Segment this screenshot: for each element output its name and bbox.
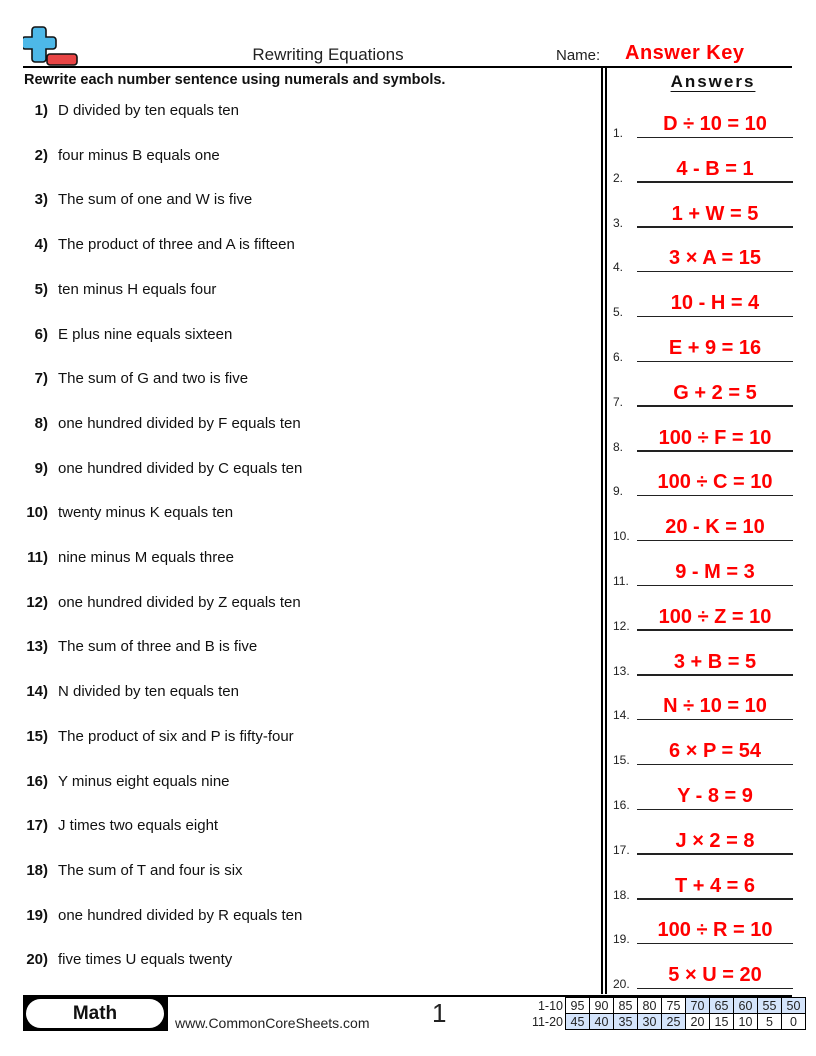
answer-line bbox=[637, 988, 793, 990]
score-range-label: 11-20 bbox=[531, 1014, 563, 1029]
column-divider bbox=[601, 68, 607, 994]
score-cell: 80 bbox=[638, 998, 662, 1014]
answer-value: 100 ÷ Z = 10 bbox=[658, 605, 772, 628]
answer-line bbox=[637, 181, 793, 183]
question-number: 4) bbox=[34, 236, 48, 254]
answer-number: 18. bbox=[613, 887, 630, 902]
name-label: Name: bbox=[556, 47, 601, 64]
answer-item bbox=[613, 379, 793, 407]
website-link[interactable]: www.CommonCoreSheets.com bbox=[175, 1015, 370, 1031]
question-number: 2) bbox=[34, 146, 48, 164]
answer-item bbox=[613, 692, 793, 723]
answer-value: Y - 8 = 9 bbox=[677, 785, 753, 807]
question-text: The sum of T and four is six bbox=[58, 861, 243, 879]
answer-item bbox=[613, 916, 793, 947]
score-cell: 65 bbox=[710, 998, 734, 1014]
score-cell: 25 bbox=[662, 1014, 686, 1030]
question-text: four minus B equals one bbox=[58, 146, 220, 164]
answer-value: N ÷ 10 = 10 bbox=[663, 695, 767, 718]
question-number: 18) bbox=[26, 861, 48, 879]
answer-item bbox=[613, 737, 793, 768]
answer-line bbox=[637, 361, 793, 363]
question-number: 5) bbox=[34, 280, 48, 298]
question-text: The product of six and P is fifty-four bbox=[58, 727, 294, 745]
question-number: 8) bbox=[34, 414, 48, 432]
worksheet-title: Rewriting Equations bbox=[252, 45, 404, 64]
question-number: 13) bbox=[26, 638, 48, 656]
answer-value: 9 - M = 3 bbox=[675, 561, 755, 583]
score-cell: 85 bbox=[614, 998, 638, 1014]
question-number: 14) bbox=[26, 683, 48, 701]
answer-line bbox=[637, 316, 793, 318]
answer-line bbox=[637, 137, 793, 139]
answer-number: 11. bbox=[613, 574, 629, 588]
answer-item bbox=[613, 961, 793, 992]
subject-label: Math bbox=[26, 999, 164, 1028]
question-text: The sum of G and two is five bbox=[58, 370, 249, 388]
question-text: one hundred divided by R equals ten bbox=[58, 906, 303, 924]
page-number: 1 bbox=[432, 998, 447, 1028]
answer-value: 100 ÷ C = 10 bbox=[657, 471, 773, 494]
score-cell: 5 bbox=[758, 1014, 782, 1030]
answer-number: 6. bbox=[613, 350, 624, 364]
score-range-label: 1-10 bbox=[537, 998, 563, 1013]
answer-item bbox=[613, 334, 793, 362]
question-text: ten minus H equals four bbox=[58, 280, 217, 298]
question-text: D divided by ten equals ten bbox=[58, 102, 239, 119]
score-cell: 50 bbox=[782, 998, 806, 1014]
question-text: The sum of three and B is five bbox=[58, 638, 258, 656]
question-text: N divided by ten equals ten bbox=[58, 683, 239, 701]
question-text: The product of three and A is fifteen bbox=[58, 236, 295, 254]
question-number: 16) bbox=[26, 772, 48, 790]
score-cell: 15 bbox=[710, 1014, 734, 1030]
question-text: one hundred divided by C equals ten bbox=[58, 459, 303, 477]
question-text: The sum of one and W is five bbox=[58, 191, 253, 209]
score-row bbox=[525, 998, 806, 1014]
answer-number: 15. bbox=[613, 753, 630, 768]
answer-item bbox=[613, 200, 793, 228]
answer-line bbox=[637, 226, 793, 228]
question-number: 6) bbox=[34, 325, 48, 343]
question-number: 20) bbox=[26, 951, 48, 969]
answer-number: 9. bbox=[613, 484, 624, 499]
answer-item bbox=[613, 289, 793, 320]
plus-minus-logo-icon bbox=[23, 25, 79, 67]
answer-number: 19. bbox=[613, 932, 630, 947]
question-text: twenty minus K equals ten bbox=[58, 504, 234, 522]
subject-badge bbox=[23, 997, 168, 1031]
answer-line bbox=[637, 853, 793, 855]
answer-item bbox=[613, 872, 793, 900]
question-text: one hundred divided by Z equals ten bbox=[58, 593, 301, 611]
question-number: 17) bbox=[26, 817, 48, 835]
answer-item bbox=[613, 558, 793, 586]
answer-item bbox=[613, 424, 793, 452]
name-value: Answer Key bbox=[625, 42, 745, 64]
answer-line bbox=[637, 405, 793, 407]
answer-line bbox=[637, 540, 793, 542]
score-cell: 75 bbox=[662, 998, 686, 1014]
score-cell: 95 bbox=[566, 998, 590, 1014]
answer-number: 13. bbox=[613, 663, 630, 678]
answer-value: 20 - K = 10 bbox=[665, 516, 765, 539]
answer-line bbox=[637, 898, 793, 900]
score-cell: 20 bbox=[686, 1014, 710, 1030]
answer-value: 1 + W = 5 bbox=[671, 202, 759, 225]
answer-number: 8. bbox=[613, 439, 624, 454]
answer-value: 3 + B = 5 bbox=[673, 650, 757, 673]
answer-number: 17. bbox=[613, 842, 630, 857]
answer-number: 20. bbox=[613, 977, 630, 992]
question-text: nine minus M equals three bbox=[58, 549, 234, 566]
answer-value: 6 × P = 54 bbox=[669, 740, 761, 763]
answers-heading: Answers bbox=[670, 72, 756, 91]
answer-value: D ÷ 10 = 10 bbox=[663, 113, 767, 135]
answer-line bbox=[637, 809, 793, 811]
instructions: Rewrite each number sentence using numerals and symbols. bbox=[24, 72, 446, 88]
score-cell: 30 bbox=[638, 1014, 662, 1030]
question-text: five times U equals twenty bbox=[58, 951, 233, 969]
answer-line bbox=[637, 674, 793, 676]
answer-line bbox=[637, 764, 793, 766]
answer-value: J × 2 = 8 bbox=[675, 829, 755, 852]
header-rule bbox=[23, 66, 792, 68]
question-text: E plus nine equals sixteen bbox=[58, 325, 233, 343]
question-number: 3) bbox=[34, 191, 48, 209]
question-number: 19) bbox=[26, 906, 48, 924]
answer-number: 10. bbox=[613, 529, 630, 544]
score-table bbox=[525, 997, 806, 1030]
answer-line bbox=[637, 629, 793, 631]
answer-number: 1. bbox=[613, 126, 624, 140]
answer-number: 3. bbox=[613, 215, 624, 230]
question-number: 11) bbox=[27, 549, 48, 566]
question-text: one hundred divided by F equals ten bbox=[58, 414, 301, 432]
answer-line bbox=[637, 450, 793, 452]
answer-number: 4. bbox=[613, 260, 624, 275]
score-cell: 90 bbox=[590, 998, 614, 1014]
answer-number: 12. bbox=[613, 618, 630, 633]
answer-value: 10 - H = 4 bbox=[670, 292, 760, 315]
score-cell: 70 bbox=[686, 998, 710, 1014]
answer-number: 5. bbox=[613, 305, 624, 320]
answer-item bbox=[613, 244, 793, 275]
question-text: J times two equals eight bbox=[58, 817, 219, 835]
answer-item bbox=[613, 513, 793, 544]
question-number: 15) bbox=[26, 727, 48, 745]
answer-number: 7. bbox=[613, 394, 624, 409]
answer-line bbox=[637, 271, 793, 273]
answer-item bbox=[613, 782, 793, 810]
score-cell: 45 bbox=[566, 1014, 590, 1030]
answer-value: 100 ÷ F = 10 bbox=[658, 426, 772, 449]
answer-item bbox=[613, 648, 793, 676]
score-cell: 10 bbox=[734, 1014, 758, 1030]
score-cell: 35 bbox=[614, 1014, 638, 1030]
score-cell: 60 bbox=[734, 998, 758, 1014]
question-number: 7) bbox=[34, 370, 48, 388]
answer-value: T + 4 = 6 bbox=[674, 874, 756, 897]
answer-value: 5 × U = 20 bbox=[668, 964, 762, 987]
answer-value: 100 ÷ R = 10 bbox=[657, 919, 773, 942]
question-number: 12) bbox=[26, 593, 48, 611]
score-cell: 55 bbox=[758, 998, 782, 1014]
answer-value: E + 9 = 16 bbox=[668, 337, 762, 359]
score-cell: 0 bbox=[782, 1014, 806, 1030]
answer-value: G + 2 = 5 bbox=[673, 381, 757, 404]
answer-line bbox=[637, 585, 793, 587]
answer-line bbox=[637, 495, 793, 497]
answer-value: 4 - B = 1 bbox=[676, 157, 754, 180]
answer-item bbox=[613, 110, 793, 138]
answer-line bbox=[637, 719, 793, 721]
answer-line bbox=[637, 943, 793, 945]
question-number: 10) bbox=[26, 504, 48, 522]
answer-number: 16. bbox=[613, 798, 630, 812]
answer-number: 14. bbox=[613, 708, 630, 723]
question-text: Y minus eight equals nine bbox=[58, 772, 230, 790]
score-row bbox=[525, 1014, 806, 1030]
answer-item bbox=[613, 155, 793, 183]
answer-item bbox=[613, 468, 793, 499]
answer-value: 3 × A = 15 bbox=[669, 247, 761, 270]
answer-number: 2. bbox=[613, 170, 624, 185]
question-number: 1) bbox=[34, 102, 48, 119]
score-cell: 40 bbox=[590, 1014, 614, 1030]
answer-item bbox=[613, 827, 793, 855]
question-number: 9) bbox=[34, 459, 48, 477]
answer-item bbox=[613, 603, 793, 631]
